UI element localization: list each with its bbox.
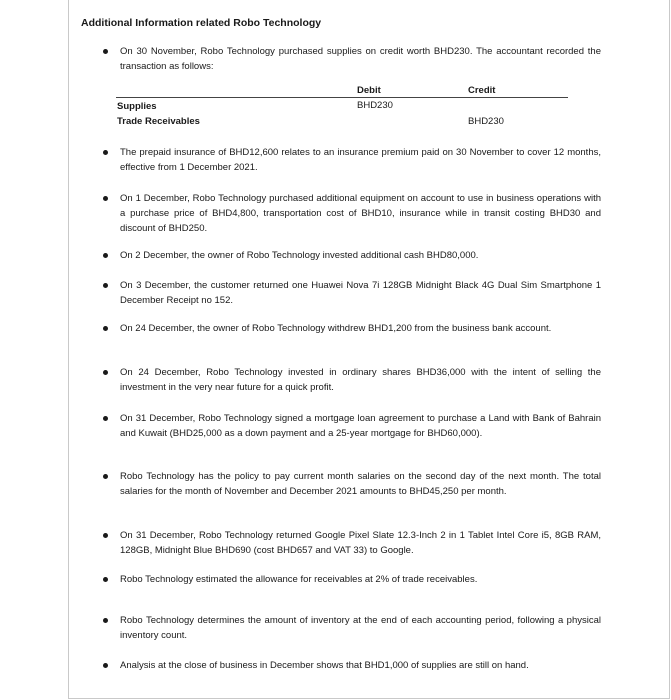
journal-row-2-account: Trade Receivables — [117, 116, 200, 127]
bullet-text: On 30 November, Robo Technology purchased supplies on credit worth BHD230. The accountant recorded the transaction as follows: — [120, 46, 601, 72]
bullet-text: Robo Technology determines the amount of inventory at the end of each accounting period, following a physical inventory count. — [120, 615, 601, 641]
bullet-dot — [103, 533, 108, 538]
journal-row-1-debit: BHD230 — [357, 100, 393, 111]
bullet-item — [103, 411, 601, 441]
bullet-text: On 24 December, the owner of Robo Technology withdrew BHD1,200 from the business bank account. — [120, 323, 552, 334]
bullet-text: Robo Technology estimated the allowance for receivables at 2% of trade receivables. — [120, 574, 478, 585]
bullet-dot — [103, 416, 108, 421]
bullet-dot — [103, 370, 108, 375]
bullet-item — [103, 528, 601, 558]
journal-row-1-account: Supplies — [117, 101, 157, 112]
bullet-text: On 3 December, the customer returned one Huawei Nova 7i 128GB Midnight Black 4G Dual Sim Smartphone 1 December Receipt no 152. — [120, 280, 601, 306]
bullet-dot — [103, 618, 108, 623]
bullet-item — [103, 191, 601, 236]
bullet-dot — [103, 49, 108, 54]
bullet-text: On 1 December, Robo Technology purchased additional equipment on account to use in business operations with a purchase price of BHD4,800, transportation cost of BHD10, insurance while in transit costing BHD30 and discount of BHD250. — [120, 193, 601, 234]
bullet-item — [103, 365, 601, 395]
header-rule — [116, 97, 568, 98]
bullet-text: Analysis at the close of business in December shows that BHD1,000 of supplies are still on hand. — [120, 660, 529, 671]
debit-header: Debit — [357, 85, 381, 96]
bullet-dot — [103, 196, 108, 201]
journal-entry-table — [116, 85, 568, 130]
bullet-text: On 31 December, Robo Technology returned Google Pixel Slate 12.3-Inch 2 in 1 Tablet Intel Core i5, 8GB RAM, 128GB, Midnight Blue BHD690 (cost BHD657 and VAT 33) to Google. — [120, 530, 601, 556]
bullet-item — [103, 145, 601, 175]
bullet-item — [103, 572, 601, 587]
bullet-item — [103, 613, 601, 643]
bullet-dot — [103, 283, 108, 288]
document-title: Additional Information related Robo Technology — [81, 17, 322, 29]
credit-header: Credit — [468, 85, 496, 96]
bullet-dot — [103, 577, 108, 582]
bullet-dot — [103, 150, 108, 155]
bullet-text: Robo Technology has the policy to pay current month salaries on the second day of the next month. The total salaries for the month of November and December 2021 amounts to BHD45,250 per month. — [120, 471, 601, 497]
bullet-dot — [103, 474, 108, 479]
bullet-text: On 24 December, Robo Technology invested in ordinary shares BHD36,000 with the intent of selling the investment in the very near future for a quick profit. — [120, 367, 601, 393]
bullet-item — [103, 44, 601, 74]
bullet-text: On 31 December, Robo Technology signed a mortgage loan agreement to purchase a Land with Bank of Bahrain and Kuwait (BHD25,000 as a down payment and a 25-year mortgage for BHD60,000). — [120, 413, 601, 439]
bullet-item — [103, 321, 601, 336]
bullet-item — [103, 469, 601, 499]
bullet-dot — [103, 326, 108, 331]
bullet-item — [103, 278, 601, 308]
bullet-dot — [103, 663, 108, 668]
bullet-item — [103, 658, 601, 673]
bullet-text: On 2 December, the owner of Robo Technology invested additional cash BHD80,000. — [120, 250, 479, 261]
bullet-dot — [103, 253, 108, 258]
bullet-item — [103, 248, 601, 263]
bullet-text: The prepaid insurance of BHD12,600 relates to an insurance premium paid on 30 November to cover 12 months, effective from 1 December 2021. — [120, 147, 601, 173]
journal-row-2-credit: BHD230 — [468, 116, 504, 127]
